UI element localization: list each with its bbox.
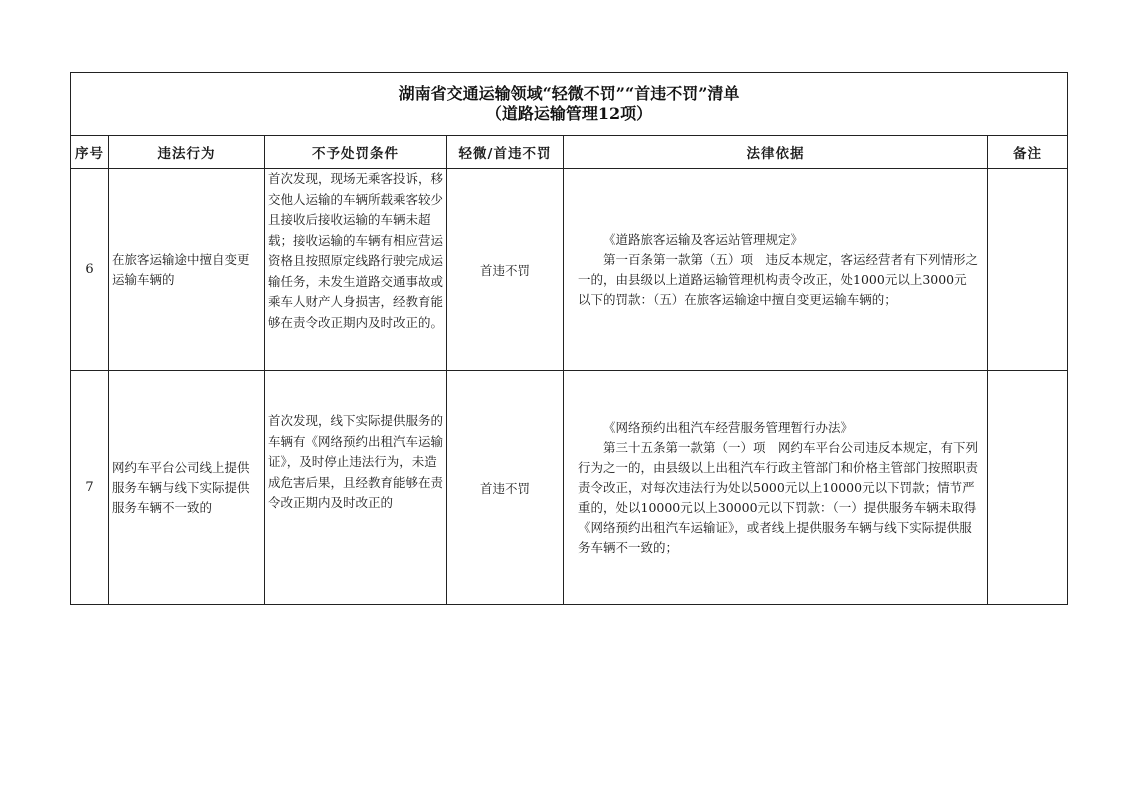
violation-cell: 在旅客运输途中擅自变更运输车辆的 (109, 169, 265, 371)
header-condition: 不予处罚条件 (265, 136, 447, 169)
condition-cell: 首次发现，线下实际提供服务的车辆有《网络预约出租汽车运输证》，及时停止违法行为，未造成危害后果，且经教育能够在责令改正期内及时改正的 (265, 371, 447, 605)
penalty-type-cell: 首违不罚 (447, 371, 564, 605)
penalty-type-cell: 首违不罚 (447, 169, 564, 371)
document-title (71, 73, 1068, 136)
law-title: 《网络预约出租汽车经营服务管理暂行办法》 (603, 419, 854, 435)
table-row (71, 371, 1068, 605)
law-body: 第三十五条第一款第（一）项 网约车平台公司违反本规定，有下列行为之一的，由县级以上出租汽车行政主管部门和价格主管部门按照职责责令改正，对每次违法行为处以5000元以上10000元以下罚款；情节严重的，处以10000元以上30000元以下罚款：（一）提供服务车辆未取得《网络预约出租汽车运输证》，或者线上提供服务车辆与线下实际提供服务车辆不一致的； (578, 439, 979, 555)
law-body: 第一百条第一款第（五）项 违反本规定，客运经营者有下列情形之一的，由县级以上道路运输管理机构责令改正，处1000元以上3000元以下的罚款：（五）在旅客运输途中擅自变更运输车辆的； (578, 251, 979, 307)
remarks-cell (988, 371, 1068, 605)
legal-basis-cell (564, 169, 988, 371)
row-number: 7 (71, 371, 109, 605)
title-line-1: 湖南省交通运输领域“轻微不罚”“首违不罚”清单 (398, 84, 740, 103)
penalty-list-table (70, 72, 1068, 605)
header-number: 序号 (71, 136, 109, 169)
law-title: 《道路旅客运输及客运站管理规定》 (603, 231, 804, 247)
table-row (71, 169, 1068, 371)
remarks-cell (988, 169, 1068, 371)
header-remarks: 备注 (988, 136, 1068, 169)
header-type: 轻微/首违不罚 (447, 136, 564, 169)
row-number: 6 (71, 169, 109, 371)
table-header-row (71, 136, 1068, 169)
header-legal-basis: 法律依据 (564, 136, 988, 169)
legal-basis-cell (564, 371, 988, 605)
violation-cell: 网约车平台公司线上提供服务车辆与线下实际提供服务车辆不一致的 (109, 371, 265, 605)
condition-cell: 首次发现，现场无乘客投诉，移交他人运输的车辆所载乘客较少且接收后接收运输的车辆未超载；接收运输的车辆有相应营运资格且按照原定线路行驶完成运输任务，未发生道路交通事故或乘车人财产人身损害，经教育能够在责令改正期内及时改正的。 (265, 169, 447, 371)
header-violation: 违法行为 (109, 136, 265, 169)
title-line-2: （道路运输管理12项） (485, 104, 653, 123)
